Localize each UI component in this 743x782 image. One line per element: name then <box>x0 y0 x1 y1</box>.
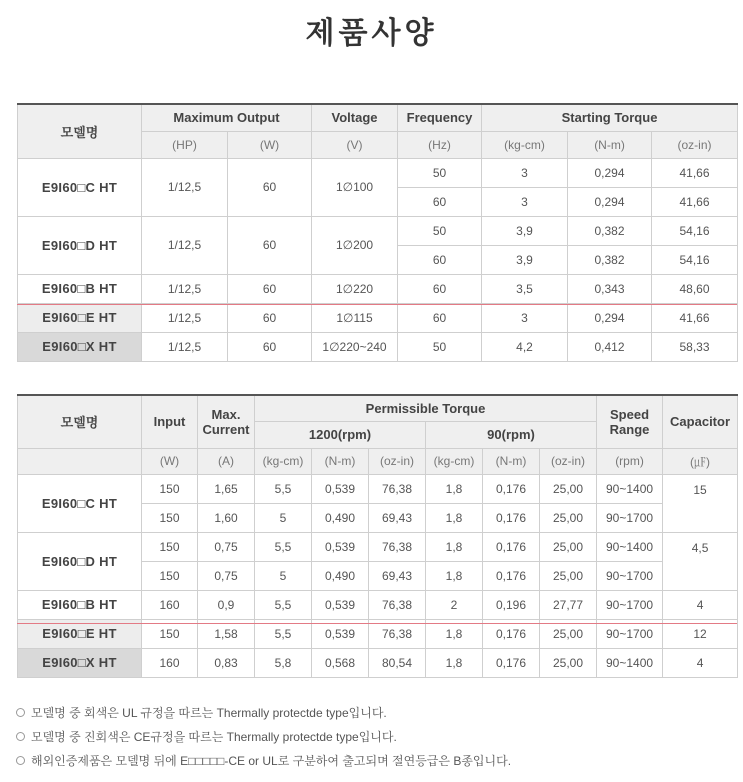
table-row <box>18 474 738 503</box>
torque-nm-cell: 0,343 <box>568 274 652 303</box>
table-row <box>18 532 738 561</box>
frequency-cell: 50 <box>398 216 482 245</box>
watt-cell: 60 <box>228 158 312 216</box>
unit-w: (W) <box>142 448 198 474</box>
torque90-kgcm-cell: 1,8 <box>426 474 483 503</box>
unit-nm: (N-m) <box>312 448 369 474</box>
torque90-nm-cell: 0,176 <box>483 561 540 590</box>
unit-kgcm: (kg-cm) <box>255 448 312 474</box>
current-cell: 0,83 <box>198 648 255 677</box>
divider-line <box>17 623 737 624</box>
current-cell: 0,75 <box>198 561 255 590</box>
model-cell: E9I60□E HT <box>18 303 142 332</box>
unit-a: (A) <box>198 448 255 474</box>
note-item: 모델명 중 회색은 UL 규정을 따르는 Thermally protectde type입니다. <box>16 703 511 727</box>
current-cell: 1,60 <box>198 503 255 532</box>
starting-torque-header: Starting Torque <box>482 104 738 131</box>
torque1200-ozin-cell: 76,38 <box>369 474 426 503</box>
hp-cell: 1/12,5 <box>142 332 228 361</box>
unit-kgcm: (kg-cm) <box>482 131 568 158</box>
torque90-nm-cell: 0,176 <box>483 474 540 503</box>
current-cell: 0,75 <box>198 532 255 561</box>
torque90-kgcm-cell: 1,8 <box>426 561 483 590</box>
capacitor-cell: 4,5 <box>663 532 738 590</box>
spec-table-torque <box>17 394 738 678</box>
note-item: 모델명 중 진회색은 CE규정을 따르는 Thermally protectde type입니다. <box>16 727 511 751</box>
input-cell: 160 <box>142 648 198 677</box>
voltage-cell: 1∅220 <box>312 274 398 303</box>
rpm-1200-header: 1200(rpm) <box>255 421 426 448</box>
torque1200-nm-cell: 0,539 <box>312 590 369 619</box>
torque90-ozin-cell: 25,00 <box>540 503 597 532</box>
torque1200-kgcm-cell: 5 <box>255 503 312 532</box>
torque90-ozin-cell: 25,00 <box>540 648 597 677</box>
torque-nm-cell: 0,412 <box>568 332 652 361</box>
unit-uf: (㎌) <box>663 448 738 474</box>
torque90-nm-cell: 0,176 <box>483 648 540 677</box>
torque-ozin-cell: 41,66 <box>652 158 738 187</box>
watt-cell: 60 <box>228 303 312 332</box>
circle-bullet-icon <box>16 756 25 765</box>
input-cell: 150 <box>142 561 198 590</box>
speed-range-cell: 90~1400 <box>597 648 663 677</box>
table-row <box>18 216 738 245</box>
unit-w: (W) <box>228 131 312 158</box>
divider-line <box>17 304 737 305</box>
frequency-cell: 60 <box>398 187 482 216</box>
unit-hz: (Hz) <box>398 131 482 158</box>
torque1200-nm-cell: 0,539 <box>312 474 369 503</box>
model-cell: E9I60□C HT <box>18 474 142 532</box>
frequency-cell: 50 <box>398 332 482 361</box>
notes <box>16 703 511 775</box>
input-cell: 150 <box>142 532 198 561</box>
unit-nm: (N-m) <box>568 131 652 158</box>
current-cell: 0,9 <box>198 590 255 619</box>
torque90-kgcm-cell: 1,8 <box>426 619 483 648</box>
page-title: 제품사양 <box>305 16 438 51</box>
table-row <box>18 274 738 303</box>
torque-kgcm-cell: 3,5 <box>482 274 568 303</box>
circle-bullet-icon <box>16 732 25 741</box>
voltage-cell: 1∅100 <box>312 158 398 216</box>
rpm-90-header: 90(rpm) <box>426 421 597 448</box>
watt-cell: 60 <box>228 216 312 274</box>
unit-rpm: (rpm) <box>597 448 663 474</box>
capacitor-cell: 4 <box>663 648 738 677</box>
torque1200-nm-cell: 0,539 <box>312 532 369 561</box>
torque1200-nm-cell: 0,490 <box>312 561 369 590</box>
torque90-kgcm-cell: 1,8 <box>426 503 483 532</box>
torque-nm-cell: 0,294 <box>568 187 652 216</box>
voltage-cell: 1∅115 <box>312 303 398 332</box>
table-row <box>18 158 738 187</box>
permissible-torque-header: Permissible Torque <box>255 395 597 421</box>
model-cell: E9I60□D HT <box>18 532 142 590</box>
torque-ozin-cell: 54,16 <box>652 216 738 245</box>
watt-cell: 60 <box>228 274 312 303</box>
max-current-header: Max. Current <box>198 395 255 448</box>
input-cell: 150 <box>142 503 198 532</box>
table-row <box>18 303 738 332</box>
voltage-cell: 1∅200 <box>312 216 398 274</box>
unit-nm: (N-m) <box>483 448 540 474</box>
torque90-kgcm-cell: 1,8 <box>426 532 483 561</box>
torque90-nm-cell: 0,176 <box>483 532 540 561</box>
torque1200-ozin-cell: 76,38 <box>369 532 426 561</box>
max-output-header: Maximum Output <box>142 104 312 131</box>
torque1200-kgcm-cell: 5,5 <box>255 532 312 561</box>
torque1200-kgcm-cell: 5,8 <box>255 648 312 677</box>
unit-v: (V) <box>312 131 398 158</box>
unit-ozin: (oz-in) <box>652 131 738 158</box>
torque-nm-cell: 0,294 <box>568 158 652 187</box>
model-cell: E9I60□X HT <box>18 648 142 677</box>
frequency-cell: 60 <box>398 274 482 303</box>
torque1200-ozin-cell: 69,43 <box>369 561 426 590</box>
input-header: Input <box>142 395 198 448</box>
torque90-ozin-cell: 25,00 <box>540 619 597 648</box>
torque1200-ozin-cell: 80,54 <box>369 648 426 677</box>
torque-kgcm-cell: 3,9 <box>482 216 568 245</box>
note-item: 해외인증제품은 모델명 뒤에 E□□□□□-CE or UL로 구분하여 출고되며 절연등급은 B종입니다. <box>16 751 511 775</box>
model-cell: E9I60□X HT <box>18 332 142 361</box>
hp-cell: 1/12,5 <box>142 216 228 274</box>
torque-nm-cell: 0,382 <box>568 245 652 274</box>
hp-cell: 1/12,5 <box>142 158 228 216</box>
watt-cell: 60 <box>228 332 312 361</box>
model-header: 모델명 <box>18 104 142 158</box>
torque90-nm-cell: 0,176 <box>483 619 540 648</box>
input-cell: 160 <box>142 590 198 619</box>
torque-ozin-cell: 41,66 <box>652 187 738 216</box>
voltage-cell: 1∅220~240 <box>312 332 398 361</box>
torque90-kgcm-cell: 2 <box>426 590 483 619</box>
speed-range-header: Speed Range <box>597 395 663 448</box>
capacitor-cell: 15 <box>663 474 738 532</box>
torque-ozin-cell: 41,66 <box>652 303 738 332</box>
torque1200-nm-cell: 0,490 <box>312 503 369 532</box>
torque-nm-cell: 0,294 <box>568 303 652 332</box>
model-cell: E9I60□D HT <box>18 216 142 274</box>
torque-nm-cell: 0,382 <box>568 216 652 245</box>
hp-cell: 1/12,5 <box>142 274 228 303</box>
torque-kgcm-cell: 3 <box>482 303 568 332</box>
torque1200-nm-cell: 0,568 <box>312 648 369 677</box>
frequency-cell: 60 <box>398 245 482 274</box>
table-row <box>18 590 738 619</box>
spec-table-output <box>17 103 738 362</box>
capacitor-cell: 12 <box>663 619 738 648</box>
torque1200-kgcm-cell: 5,5 <box>255 590 312 619</box>
torque1200-ozin-cell: 76,38 <box>369 619 426 648</box>
speed-range-cell: 90~1400 <box>597 532 663 561</box>
frequency-cell: 50 <box>398 158 482 187</box>
unit-ozin: (oz-in) <box>369 448 426 474</box>
torque90-nm-cell: 0,176 <box>483 503 540 532</box>
frequency-header: Frequency <box>398 104 482 131</box>
torque1200-ozin-cell: 69,43 <box>369 503 426 532</box>
torque90-ozin-cell: 25,00 <box>540 474 597 503</box>
torque1200-nm-cell: 0,539 <box>312 619 369 648</box>
torque-ozin-cell: 58,33 <box>652 332 738 361</box>
torque-kgcm-cell: 3 <box>482 187 568 216</box>
torque-kgcm-cell: 3 <box>482 158 568 187</box>
torque-kgcm-cell: 3,9 <box>482 245 568 274</box>
unit-blank <box>18 448 142 474</box>
torque1200-ozin-cell: 76,38 <box>369 590 426 619</box>
torque90-nm-cell: 0,196 <box>483 590 540 619</box>
speed-range-cell: 90~1400 <box>597 474 663 503</box>
table-row <box>18 332 738 361</box>
table-row <box>18 648 738 677</box>
speed-range-cell: 90~1700 <box>597 590 663 619</box>
unit-hp: (HP) <box>142 131 228 158</box>
input-cell: 150 <box>142 619 198 648</box>
torque90-ozin-cell: 25,00 <box>540 561 597 590</box>
torque90-ozin-cell: 25,00 <box>540 532 597 561</box>
circle-bullet-icon <box>16 708 25 717</box>
current-cell: 1,58 <box>198 619 255 648</box>
model-header: 모델명 <box>18 395 142 448</box>
model-cell: E9I60□B HT <box>18 274 142 303</box>
input-cell: 150 <box>142 474 198 503</box>
torque90-ozin-cell: 27,77 <box>540 590 597 619</box>
torque-ozin-cell: 48,60 <box>652 274 738 303</box>
model-cell: E9I60□C HT <box>18 158 142 216</box>
unit-kgcm: (kg-cm) <box>426 448 483 474</box>
speed-range-cell: 90~1700 <box>597 561 663 590</box>
capacitor-header: Capacitor <box>663 395 738 448</box>
torque1200-kgcm-cell: 5,5 <box>255 619 312 648</box>
torque1200-kgcm-cell: 5 <box>255 561 312 590</box>
unit-ozin: (oz-in) <box>540 448 597 474</box>
torque90-kgcm-cell: 1,8 <box>426 648 483 677</box>
voltage-header: Voltage <box>312 104 398 131</box>
torque-kgcm-cell: 4,2 <box>482 332 568 361</box>
speed-range-cell: 90~1700 <box>597 503 663 532</box>
frequency-cell: 60 <box>398 303 482 332</box>
model-cell: E9I60□E HT <box>18 619 142 648</box>
model-cell: E9I60□B HT <box>18 590 142 619</box>
torque-ozin-cell: 54,16 <box>652 245 738 274</box>
torque1200-kgcm-cell: 5,5 <box>255 474 312 503</box>
hp-cell: 1/12,5 <box>142 303 228 332</box>
capacitor-cell: 4 <box>663 590 738 619</box>
current-cell: 1,65 <box>198 474 255 503</box>
speed-range-cell: 90~1700 <box>597 619 663 648</box>
